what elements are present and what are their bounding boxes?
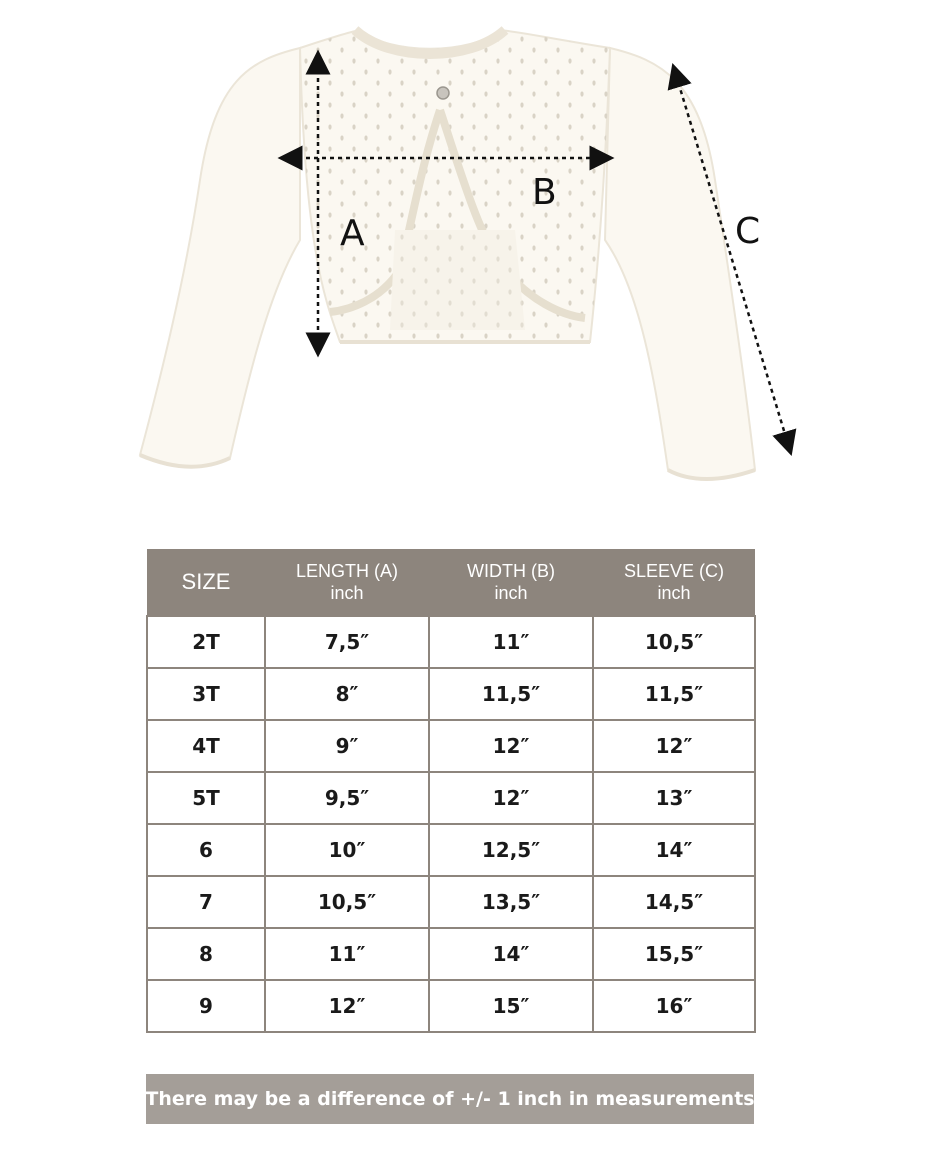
- table-row: [147, 668, 755, 720]
- label-c: C: [735, 211, 761, 252]
- size-cell: 7: [147, 876, 265, 928]
- label-a: A: [340, 213, 365, 254]
- header-sleeve: [593, 549, 755, 616]
- button: [437, 87, 449, 99]
- header-sleeve-label: SLEEVE (C): [623, 561, 725, 581]
- measurement-note: There may be a difference of +/- 1 inch in measurements: [146, 1074, 754, 1124]
- size-cell: 4T: [147, 720, 265, 772]
- header-row: [147, 549, 755, 616]
- sleeve-cell: 11,5″: [593, 668, 755, 720]
- header-length: [265, 549, 429, 616]
- table-row: [147, 876, 755, 928]
- size-cell: 2T: [147, 616, 265, 668]
- width-cell: 12″: [429, 772, 593, 824]
- length-cell: 9″: [265, 720, 429, 772]
- table-row: [147, 928, 755, 980]
- sleeve-cell: 10,5″: [593, 616, 755, 668]
- length-cell: 8″: [265, 668, 429, 720]
- sleeve-cell: 14,5″: [593, 876, 755, 928]
- header-length-unit: inch: [330, 583, 364, 603]
- size-cell: 3T: [147, 668, 265, 720]
- table-row: [147, 616, 755, 668]
- header-width: [429, 549, 593, 616]
- length-cell: 11″: [265, 928, 429, 980]
- sleeve-cell: 14″: [593, 824, 755, 876]
- header-length-label: LENGTH (A): [295, 561, 398, 581]
- header-size-label: SIZE: [181, 569, 231, 594]
- width-cell: 15″: [429, 980, 593, 1032]
- sleeve-cell: 12″: [593, 720, 755, 772]
- length-cell: 10,5″: [265, 876, 429, 928]
- table-row: [147, 772, 755, 824]
- table-row: [147, 980, 755, 1032]
- header-width-label: WIDTH (B): [467, 561, 555, 581]
- table-row: [147, 824, 755, 876]
- length-cell: 12″: [265, 980, 429, 1032]
- header-sleeve-unit: inch: [657, 583, 691, 603]
- width-cell: 13,5″: [429, 876, 593, 928]
- bolero-illustration: [0, 0, 925, 520]
- width-cell: 14″: [429, 928, 593, 980]
- header-size: [147, 549, 265, 616]
- width-cell: 12″: [429, 720, 593, 772]
- length-cell: 9,5″: [265, 772, 429, 824]
- sleeve-cell: 15,5″: [593, 928, 755, 980]
- width-cell: 11,5″: [429, 668, 593, 720]
- size-chart-table: [146, 549, 756, 1033]
- label-b: B: [532, 172, 557, 213]
- bolero-drawing: [0, 0, 925, 520]
- size-cell: 8: [147, 928, 265, 980]
- width-cell: 11″: [429, 616, 593, 668]
- size-cell: 5T: [147, 772, 265, 824]
- width-cell: 12,5″: [429, 824, 593, 876]
- header-width-unit: inch: [494, 583, 528, 603]
- sleeve-cell: 16″: [593, 980, 755, 1032]
- table-row: [147, 720, 755, 772]
- left-sleeve: [140, 48, 300, 467]
- sleeve-cell: 13″: [593, 772, 755, 824]
- size-cell: 6: [147, 824, 265, 876]
- right-sleeve: [605, 48, 755, 479]
- length-cell: 7,5″: [265, 616, 429, 668]
- length-cell: 10″: [265, 824, 429, 876]
- size-cell: 9: [147, 980, 265, 1032]
